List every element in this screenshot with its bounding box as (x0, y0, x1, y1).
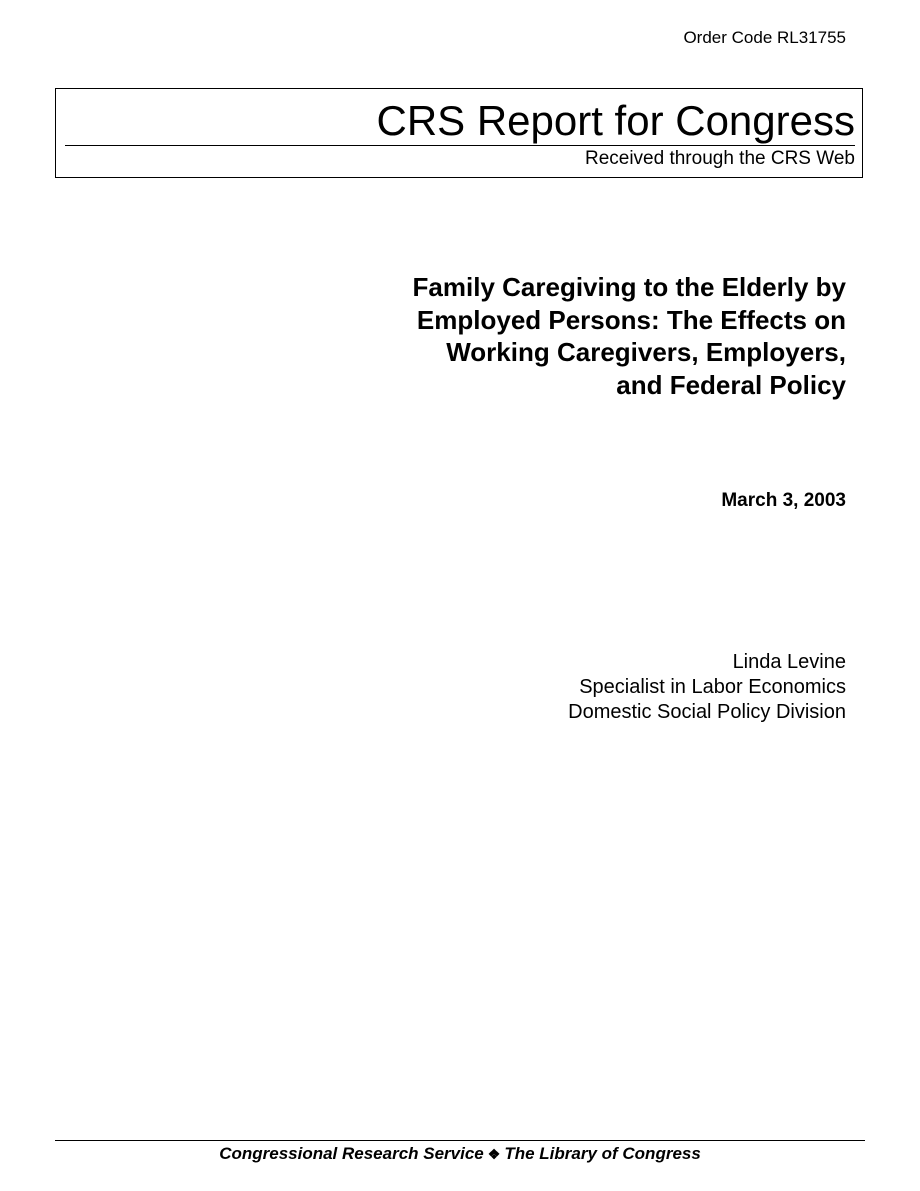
footer (0, 1144, 920, 1164)
footer-library: The Library of Congress (504, 1144, 701, 1163)
report-title-line: Employed Persons: The Effects on (416, 304, 846, 335)
report-title-line: Family Caregiving to the Elderly by (412, 272, 846, 302)
author-name: Linda Levine (732, 651, 846, 673)
report-title-line: and Federal Policy (616, 369, 846, 400)
report-date: March 3, 2003 (721, 490, 846, 511)
report-title (326, 271, 846, 401)
diamond-icon: ❖ (487, 1146, 501, 1162)
footer-divider (55, 1140, 865, 1141)
author-position: Specialist in Labor Economics (579, 676, 846, 698)
report-title-line: Working Caregivers, Employers, (446, 337, 846, 367)
footer-organization: Congressional Research Service (219, 1144, 484, 1163)
author-division: Domestic Social Policy Division (568, 701, 846, 723)
author-block (568, 650, 846, 725)
order-code: Order Code RL31755 (683, 28, 846, 47)
report-series-title: CRS Report for Congress (376, 97, 855, 144)
header-divider (65, 145, 855, 146)
report-header-box (55, 88, 863, 178)
report-source-subtitle: Received through the CRS Web (584, 148, 855, 169)
